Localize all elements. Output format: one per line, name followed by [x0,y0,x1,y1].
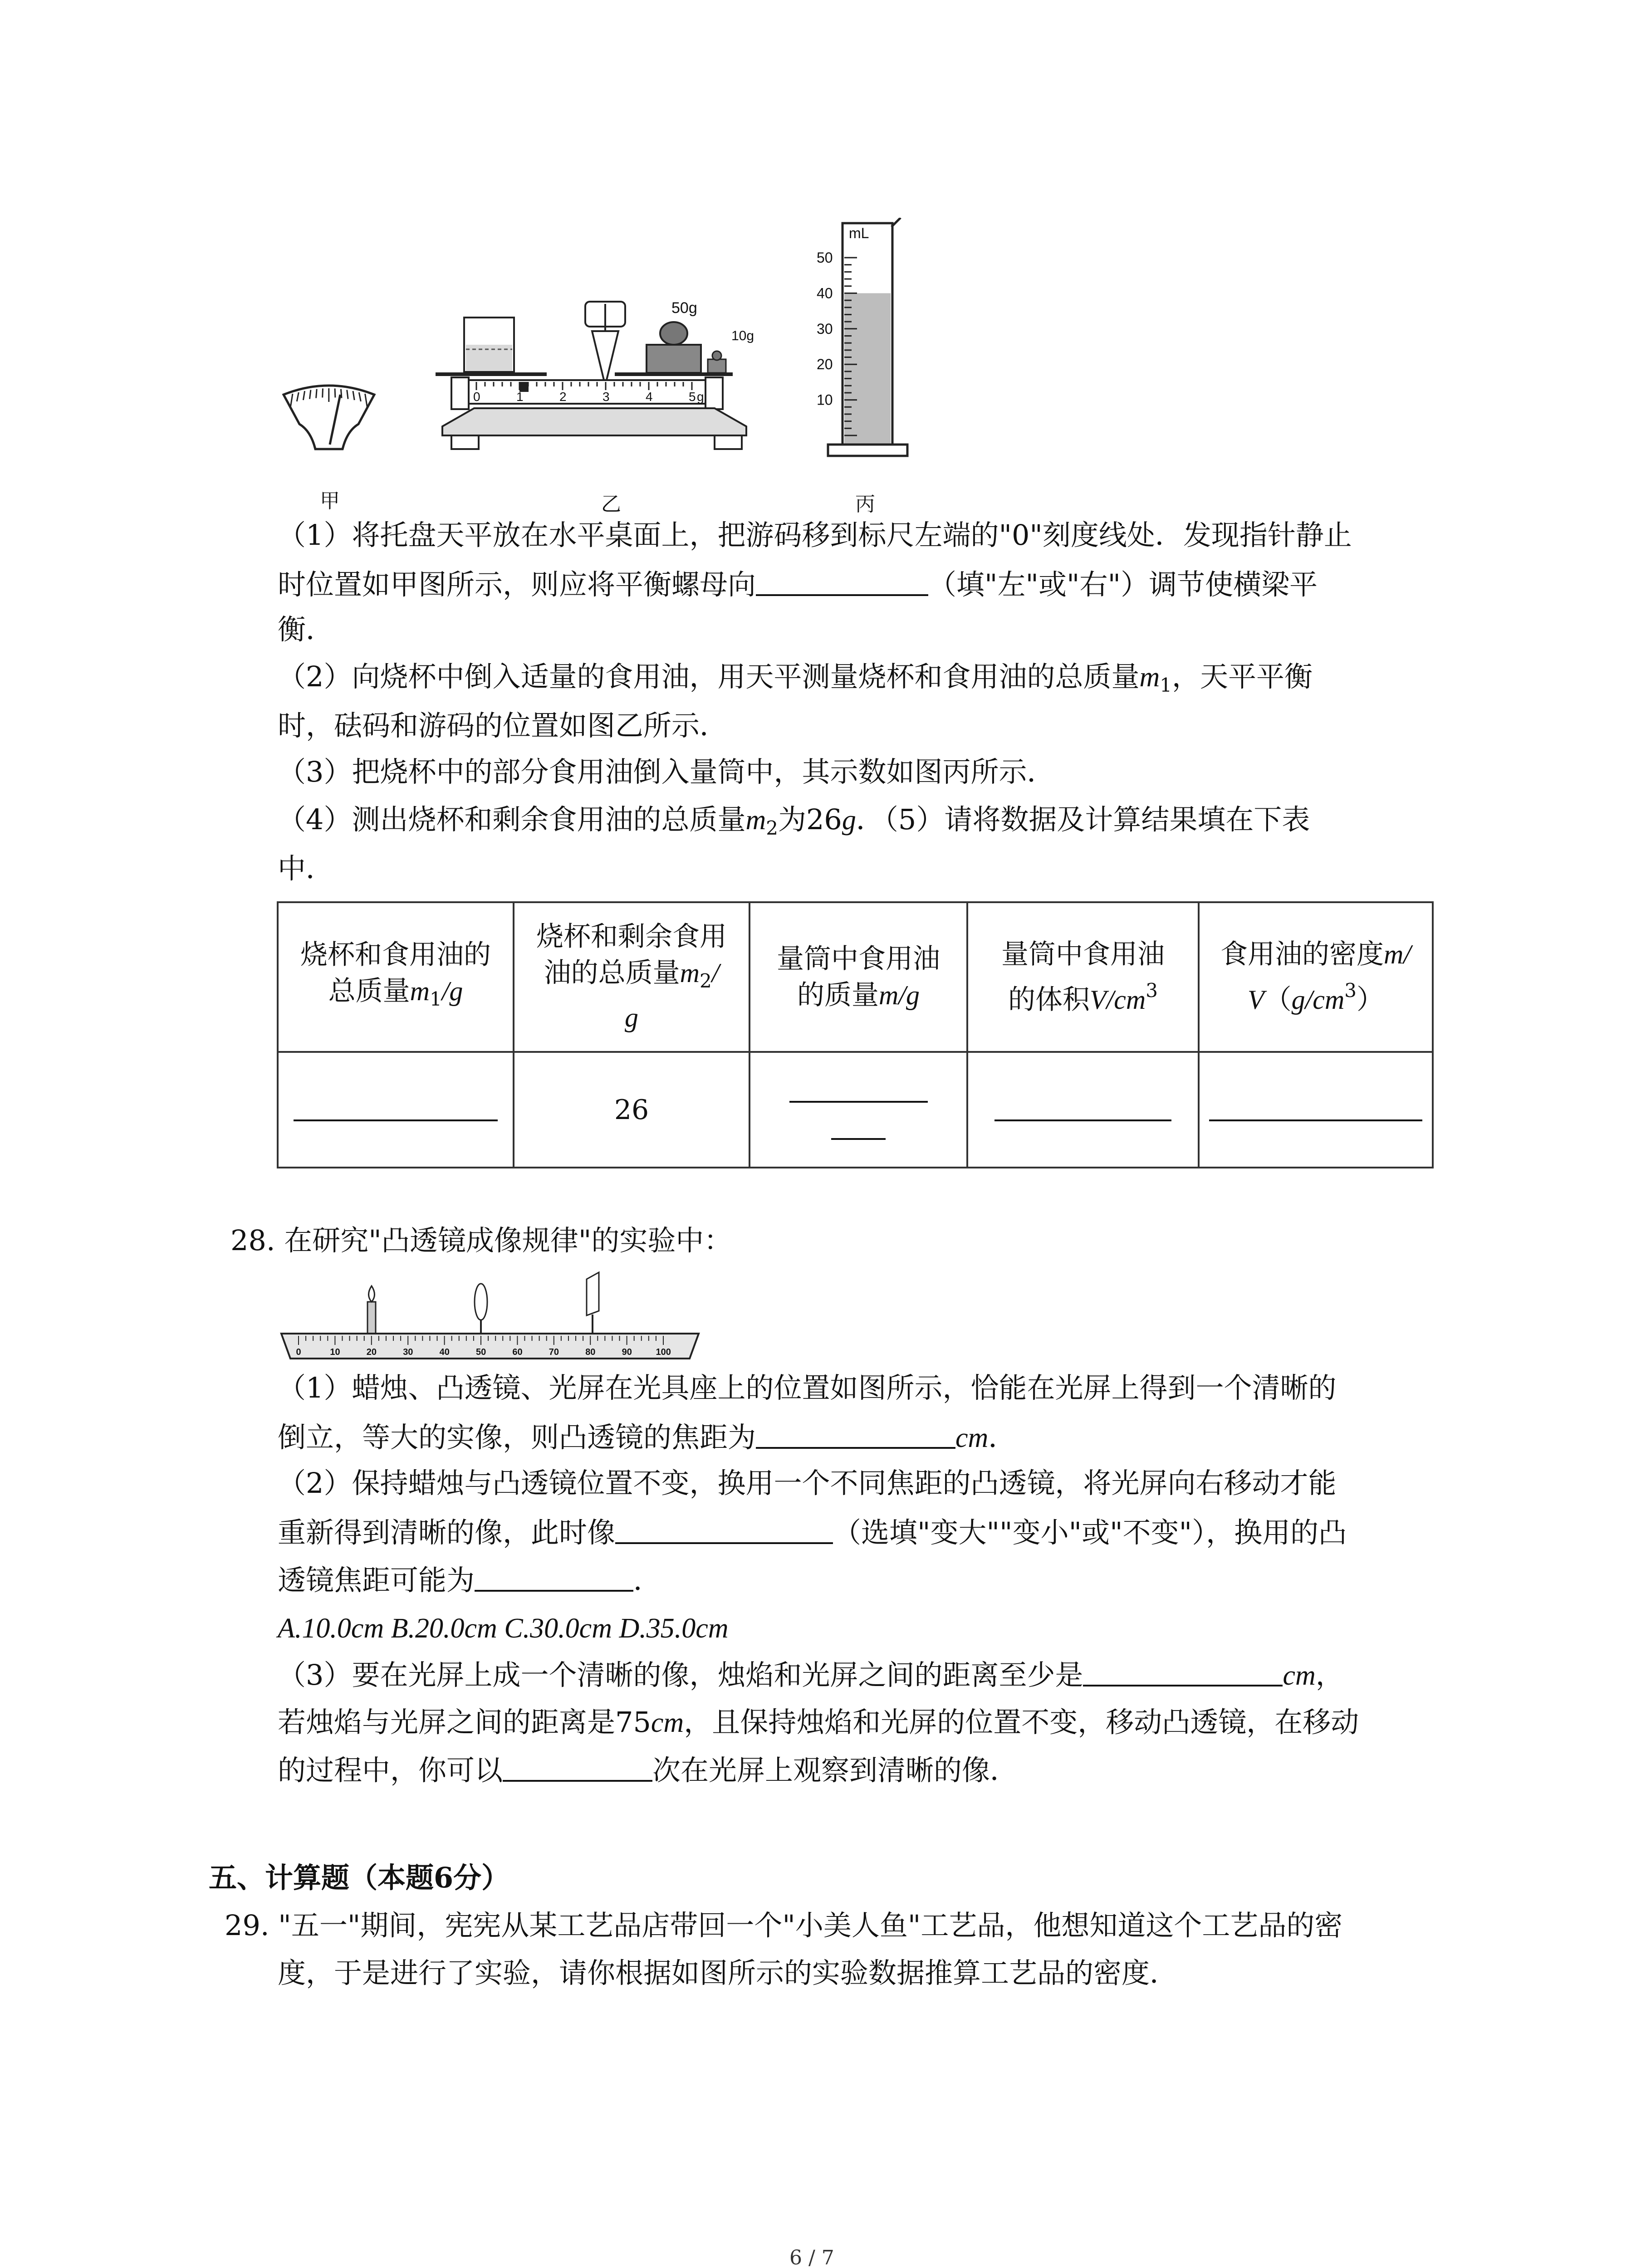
answer-blank-focal-length[interactable] [756,1419,955,1449]
beam-scale-label: g [697,390,704,404]
ruler-label: 30 [403,1347,413,1357]
answer-blank-oil-mass[interactable] [789,1073,928,1103]
weight-10g-label: 10g [731,328,754,343]
q28-step3-line2: 若烛焰与光屏之间的距离是75cm，且保持烛焰和光屏的位置不变，移动凸透镜，在移动 [278,1706,1359,1739]
answer-blank-image-size[interactable] [615,1514,833,1544]
answer-blank-m1[interactable] [294,1091,498,1121]
header-oil-volume: 量筒中食用油 的体积$V/cm^3$ [967,902,1199,1052]
q27-step1-line3: 衡． [278,613,334,646]
data-table [277,901,1434,1168]
figure-label-yi: 乙 [601,493,621,516]
q28-step2-line2: 重新得到清晰的像，此时像 （选填"变大""变小"或"不变"），换用的凸 [278,1514,1347,1551]
q28-title: 28. 在研究"凸透镜成像规律"的实验中： [230,1224,732,1257]
optical-bench-figure [272,1261,708,1365]
answer-blank-direction[interactable] [756,566,928,596]
pointer-scale-tick [341,389,342,398]
table-header-row [278,902,1433,1052]
ruler-label: 0 [296,1347,301,1357]
beam-scale-label: 0 [473,390,480,404]
q28-step1-line1: （1）蜡烛、凸透镜、光屏在光具座上的位置如图所示，恰能在光屏上得到一个清晰的 [278,1371,1337,1404]
q29-line1: 29. "五一"期间，宪宪从某工艺品店带回一个"小美人鱼"工艺品，他想知道这个工艺品的密 [225,1909,1343,1942]
ruler-label: 40 [439,1347,450,1357]
figure-label-bing: 丙 [855,493,875,516]
ruler-label: 20 [366,1347,377,1357]
q28-step1-line2: 倒立，等大的实像，则凸透镜的焦距为 cm． [278,1419,1016,1456]
header-remaining-mass: 烧杯和剩余食用 油的总质量$m_2/$ g [514,902,749,1052]
section-heading: 五、计算题（本题6分） [209,1861,510,1894]
header-oil-mass: 量筒中食用油 的质量m/g [749,902,967,1052]
cylinder-unit: mL [849,225,869,241]
ruler-label: 10 [330,1347,340,1357]
ruler-label: 90 [622,1347,632,1357]
cell-oil-mass[interactable] [749,1052,967,1168]
answer-blank-density[interactable] [1209,1091,1422,1121]
beam-scale-label: 4 [646,390,653,404]
page-number: 6 / 7 [789,2246,834,2268]
answer-blank-oil-mass-cont[interactable] [831,1110,886,1140]
q28-options: A.10.0cm B.20.0cm C.30.0cm D.35.0cm [278,1613,729,1644]
figure-label-jia: 甲 [320,489,340,513]
q28-step3-line1: （3）要在光屏上成一个清晰的像，烛焰和光屏之间的距离至少是 cm， [278,1657,1344,1694]
beam-scale-label: 2 [559,390,567,404]
answer-blank-times[interactable] [503,1752,652,1782]
measuring-cylinder-figure [810,218,928,472]
cell-total-mass[interactable] [278,1052,514,1168]
cell-remaining-mass: 26 [514,1052,749,1168]
ruler-label: 70 [549,1347,559,1357]
cell-oil-density[interactable] [1199,1052,1433,1168]
answer-blank-new-focal[interactable] [475,1562,633,1592]
answer-blank-volume[interactable] [994,1091,1171,1121]
ruler-label: 100 [656,1347,671,1357]
balance-pointer-figure [279,381,379,463]
ruler-label: 50 [476,1347,486,1357]
balance-figure [424,277,783,467]
cylinder-label: 40 [817,285,833,302]
cell-oil-volume[interactable] [967,1052,1199,1168]
q28-step2-line3: 透镜焦距可能为 ． [278,1562,661,1598]
cylinder-label: 30 [817,320,833,337]
header-oil-density: 食用油的密度m/ $V(g/cm^3)$ [1199,902,1433,1052]
q27-step1-line1: （1）将托盘天平放在水平桌面上，把游码移到标尺左端的"0"刻度线处．发现指针静止 [278,518,1352,552]
beam-scale-label: 3 [603,390,610,404]
q27-step1-line2: 时位置如甲图所示，则应将平衡螺母向 （填"左"或"右"）调节使横梁平 [278,566,1318,603]
q27-step2-line1: （2）向烧杯中倒入适量的食用油，用天平测量烧杯和食用油的总质量$m_1$，天平平衡 [278,660,1313,696]
table-row [278,1052,1433,1168]
answer-blank-min-distance[interactable] [1083,1657,1283,1686]
pointer-scale-tick [316,389,317,398]
beam-scale-label: 1 [516,390,524,404]
cylinder-label: 20 [817,356,833,373]
q28-step3-line3: 的过程中，你可以 次在光屏上观察到清晰的像． [278,1752,1018,1789]
q27-step4-line1: （4）测出烧杯和剩余食用油的总质量$m_2$为26g．（5）请将数据及计算结果填在下表 [278,803,1310,839]
q28-step2-line1: （2）保持蜡烛与凸透镜位置不变，换用一个不同焦距的凸透镜，将光屏向右移动才能 [278,1466,1337,1500]
weight-50g-label: 50g [671,299,697,317]
q27-step3: （3）把烧杯中的部分食用油倒入量筒中，其示数如图丙所示． [278,755,1055,788]
cylinder-label: 10 [817,391,833,408]
q27-step4-line2: 中． [278,852,334,885]
header-total-mass: 烧杯和食用油的 总质量$m_1/g$ [278,902,514,1052]
ruler-label: 80 [585,1347,596,1357]
cylinder-label: 50 [817,249,833,266]
ruler-label: 60 [512,1347,523,1357]
beam-scale-label: 5 [689,390,696,404]
q27-step2-line2: 时，砝码和游码的位置如图乙所示． [278,709,728,742]
q29-line2: 度，于是进行了实验，请你根据如图所示的实验数据推算工艺品的密度． [278,1956,1178,1989]
